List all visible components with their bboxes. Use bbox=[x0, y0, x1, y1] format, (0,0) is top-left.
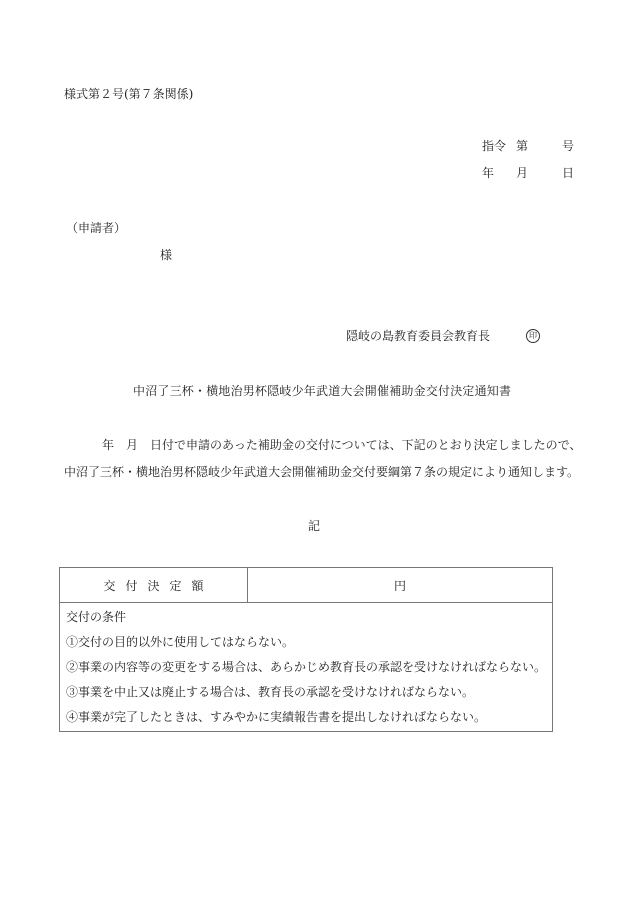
grant-decision-table bbox=[59, 567, 553, 732]
date-day: 日 bbox=[562, 166, 575, 180]
reference-go: 号 bbox=[562, 139, 575, 153]
grant-amount-row bbox=[60, 568, 552, 603]
grant-conditions bbox=[60, 603, 552, 731]
reference-number-row bbox=[482, 140, 574, 152]
form-number: 様式第２号(第７条関係) bbox=[64, 87, 194, 101]
condition-item: ③事業を中止又は廃止する場合は、教育長の承認を受けなければならない。 bbox=[66, 685, 475, 699]
applicant-honorific: 様 bbox=[160, 248, 173, 262]
body-paragraph-line-1: 年 月 日付で申請のあった補助金の交付については、下記のとおり決定しましたので、 bbox=[102, 438, 582, 452]
document-title: 中沼了三杯・横地治男杯隠岐少年武道大会開催補助金交付決定通知書 bbox=[133, 384, 512, 398]
ki-heading: 記 bbox=[308, 519, 321, 533]
issuer-name: 隠岐の島教育委員会教育長 bbox=[346, 329, 491, 343]
condition-item: ④事業が完了したときは、すみやかに実績報告書を提出しなければならない。 bbox=[66, 710, 487, 724]
grant-amount-value: 円 bbox=[393, 578, 406, 593]
reference-date-row bbox=[482, 167, 574, 179]
condition-item: ②事業の内容等の変更をする場合は、あらかじめ教育長の承認を受けなければならない。 bbox=[66, 660, 547, 674]
date-year: 年 bbox=[482, 166, 495, 180]
applicant-label: （申請者） bbox=[66, 221, 127, 235]
date-month: 月 bbox=[516, 166, 529, 180]
condition-item: ①交付の目的以外に使用してはならない。 bbox=[66, 635, 295, 649]
body-paragraph-line-2: 中沼了三杯・横地治男杯隠岐少年武道大会開催補助金交付要綱第７条の規定により通知します。 bbox=[64, 465, 580, 479]
conditions-title: 交付の条件 bbox=[66, 610, 127, 624]
reference-shirei: 指令 bbox=[482, 139, 507, 153]
reference-dai: 第 bbox=[516, 139, 529, 153]
seal-icon: 印 bbox=[526, 329, 540, 343]
grant-amount-label: 交付決定額 bbox=[60, 568, 248, 602]
